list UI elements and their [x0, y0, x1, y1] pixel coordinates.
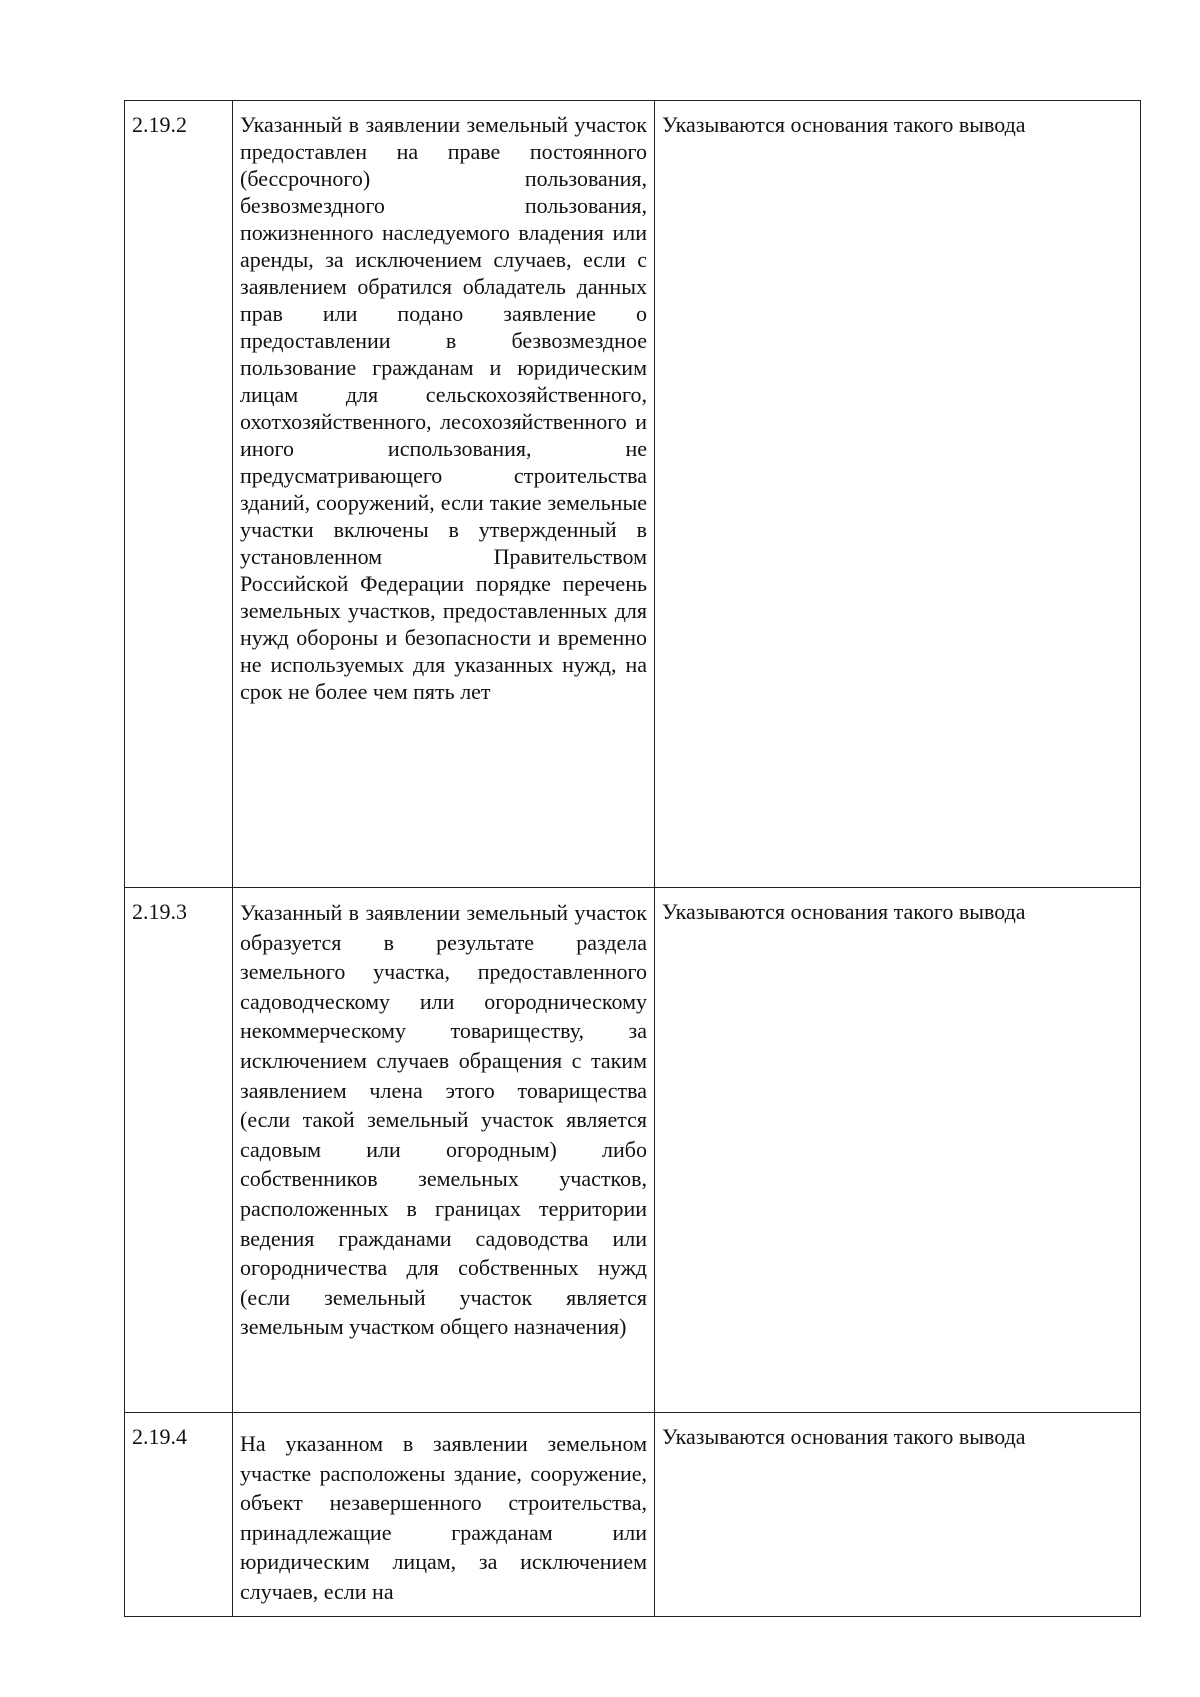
item-number-cell: 2.19.2	[125, 101, 233, 888]
table-row	[125, 101, 1141, 888]
table-row	[125, 888, 1141, 1413]
refusal-ground-cell: Указанный в заявлении земельный участок образуется в результате раздела земельного участка, предоставленного садоводческому или огородническому некоммерческому товариществу, за исключением случаев обращения с таким заявлением члена этого товарищества (если такой земельный участок является садовым или огородным) либо собственников земельных участков, расположенных в границах территории ведения гражданами садоводства или огородничества для собственных нужд (если земельный участок является земельным участком общего назначения)	[233, 888, 655, 1413]
explanation-cell: Указываются основания такого вывода	[655, 101, 1141, 888]
item-number-cell: 2.19.3	[125, 888, 233, 1413]
explanation-cell: Указываются основания такого вывода	[655, 1413, 1141, 1617]
table-row	[125, 1413, 1141, 1617]
item-number-cell: 2.19.4	[125, 1413, 233, 1617]
refusal-ground-cell: Указанный в заявлении земельный участок предоставлен на праве постоянного (бессрочного) пользования, безвозмездного пользования, пожизненного наследуемого владения или аренды, за исключением случаев, если с заявлением обратился обладатель данных прав или подано заявление о предоставлении в безвозмездное пользование гражданам и юридическим лицам для сельскохозяйственного, охотхозяйственного, лесохозяйственного и иного использования, не предусматривающего строительства зданий, сооружений, если такие земельные участки включены в утвержденный в установленном Правительством Российской Федерации порядке перечень земельных участков, предоставленных для нужд обороны и безопасности и временно не используемых для указанных нужд, на срок не более чем пять лет	[233, 101, 655, 888]
refusal-ground-cell: На указанном в заявлении земельном участке расположены здание, сооружение, объект незавершенного строительства, принадлежащие гражданам или юридическим лицам, за исключением случаев, если на	[233, 1413, 655, 1617]
explanation-cell: Указываются основания такого вывода	[655, 888, 1141, 1413]
grounds-table	[124, 100, 1141, 1617]
